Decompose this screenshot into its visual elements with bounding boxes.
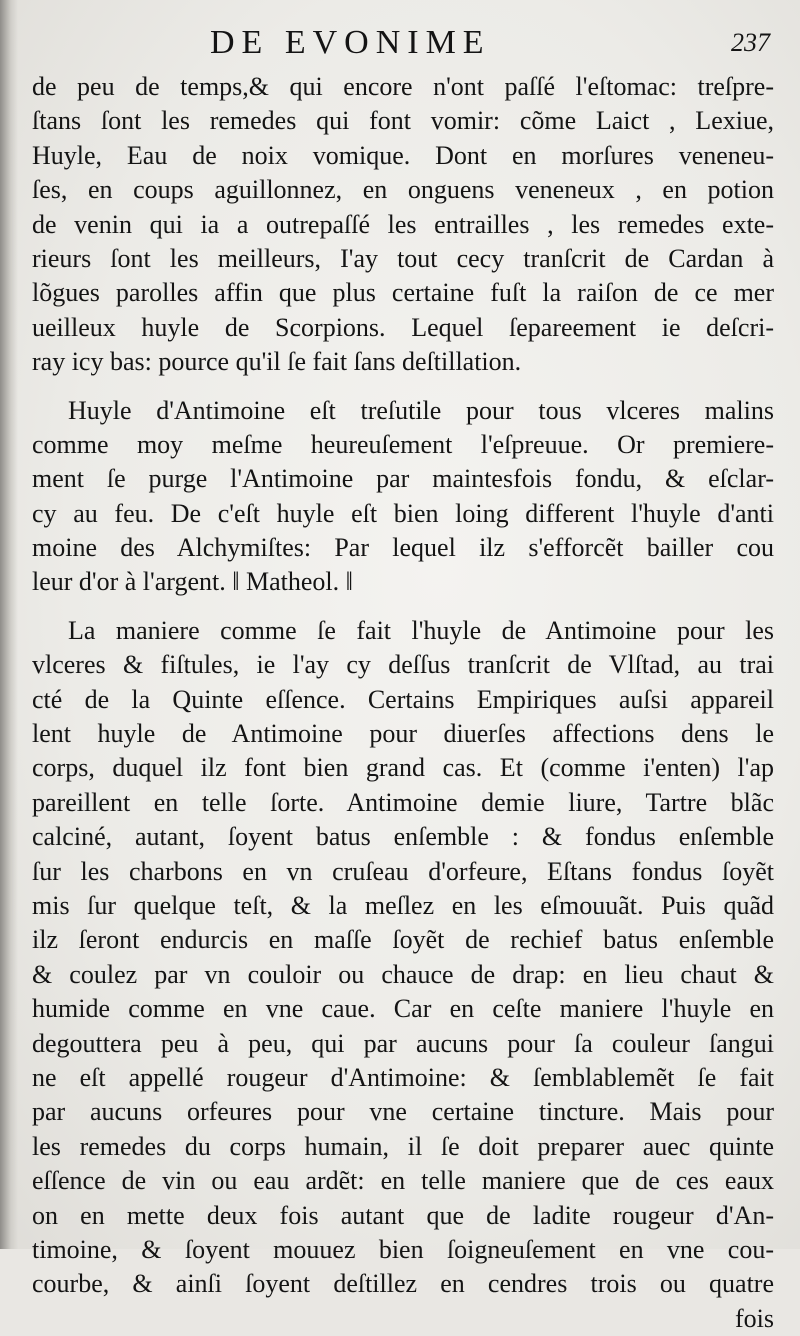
text-line: corps, duquel ilz font bien grand cas. Et (comme i'enten) l'ap [32,753,774,783]
catchword: fois [735,1303,774,1333]
text-line: ilz ſeront endurcis en maſſe ſoyẽt de rechief batus enſemble [32,925,774,955]
page-gutter-shadow [0,0,18,1249]
text-line: vlceres & fiſtules, ie l'ay cy deſſus tranſcrit de Vlſtad, au trai [32,650,774,680]
text-line: comme moy meſme heureuſement l'eſpreuue. Or premiere- [32,429,774,459]
text-line: eſſence de vin ou eau ardẽt: en telle maniere que de ces eaux [32,1166,774,1196]
text-line: calciné, autant, ſoyent batus enſemble : & fondus enſemble [32,822,774,852]
text-line: de venin qui ia a outrepaſſé les entrailles , les remedes exte- [32,209,774,239]
text-line: par aucuns orfeures pour vne certaine tincture. Mais pour [32,1097,774,1127]
text-line: cy au feu. De c'eſt huyle eſt bien loing different l'huyle d'anti [32,498,774,528]
text-line: ray icy bas: pource qu'il ſe fait ſans deſtillation. [32,347,522,377]
text-line: Huyle d'Antimoine eſt treſutile pour tous vlceres malins [68,395,774,425]
text-line: lõgues parolles affin que plus certaine fuſt la raiſon de ce mer [32,278,774,308]
text-line: ſtans ſont les remedes qui font vomir: cõme Laict , Lexiue, [32,106,774,136]
page-number: 237 [731,28,770,57]
running-title: DE EVONIME [210,24,491,61]
text-line: de peu de temps,& qui encore n'ont paſſé l'eſtomac: treſpre- [32,72,774,101]
text-line: moine des Alchymiſtes: Par lequel ilz s'efforcẽt bailler cou [32,533,774,563]
text-line: ment ſe purge l'Antimoine par maintesfois fondu, & eſclar- [32,464,774,494]
text-line: cté de la Quinte eſſence. Certains Empiriques auſsi appareil [32,684,774,714]
text-line: timoine, & ſoyent mouuez bien ſoigneuſement en vne cou- [32,1234,774,1264]
text-line: Huyle, Eau de noix vomique. Dont en morſures veneneu- [32,140,774,170]
text-line: mis ſur quelque teſt, & la meſlez en les eſmouuãt. Puis quãd [32,890,774,920]
text-line: ſes, en coups aguillonnez, en onguens veneneux , en potion [32,175,774,205]
text-line: rieurs ſont les meilleurs, I'ay tout cecy tranſcrit de Cardan à [32,243,774,273]
text-line: ne eſt appellé rougeur d'Antimoine: & ſemblablemẽt ſe fait [32,1062,774,1092]
text-line: ſur les charbons en vn cruſeau d'orfeure, Eſtans fondus ſoyẽt [32,856,774,886]
text-line: ueilleux huyle de Scorpions. Lequel ſepareement ie deſcri- [32,312,774,342]
text-line: humide comme en vne caue. Car en ceſte maniere l'huyle en [32,994,774,1024]
text-line: les remedes du corps humain, il ſe doit preparer auec quinte [32,1131,774,1161]
text-line: La maniere comme ſe fait l'huyle de Antimoine pour les [68,615,774,645]
text-line: lent huyle de Antimoine pour diuerſes affections dens le [32,719,774,749]
text-line: & coulez par vn couloir ou chauce de drap: en lieu chaut & [32,959,774,989]
text-line: pareillent en telle ſorte. Antimoine demie liure, Tartre blãc [32,787,774,817]
text-line: leur d'or à l'argent. ‖ Matheol. ‖ [32,567,353,597]
page-header [0,22,800,72]
body-text [32,70,774,1336]
text-line: on en mette deux fois autant que de ladite rougeur d'An- [32,1200,774,1230]
text-line: degouttera peu à peu, qui par aucuns pour ſa couleur ſangui [32,1028,774,1058]
text-line: courbe, & ainſi ſoyent deſtillez en cendres trois ou quatre [32,1269,774,1299]
